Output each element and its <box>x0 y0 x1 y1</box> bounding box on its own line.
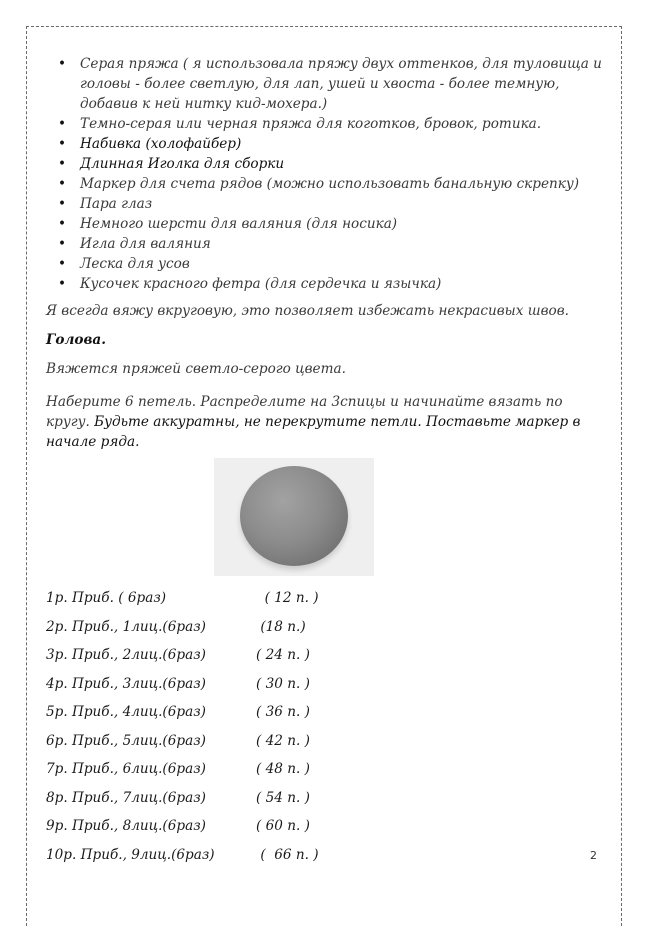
instructions-part-1: Наберите 6 петель. Распределите на 3спицы и начинайте вязать по кругу. <box>46 394 563 430</box>
bullet-icon: • <box>58 236 67 252</box>
row-instruction-text: 3р. Приб., 2лиц.(6раз) <box>46 647 206 663</box>
bullet-icon: • <box>58 216 67 232</box>
material-text: Набивка (холофайбер) <box>80 136 242 152</box>
row-instruction-text: 4р. Приб., 3лиц.(6раз) <box>46 675 206 692</box>
page-content <box>46 54 606 873</box>
stitch-count: ( 54 п. ) <box>256 789 310 806</box>
bullet-icon: • <box>58 136 67 152</box>
row-instruction-text: 5р. Приб., 4лиц.(6раз) <box>46 704 206 720</box>
knitted-ball-icon <box>240 466 348 566</box>
materials-list-item <box>58 234 606 254</box>
instructions-part-2: Будьте аккуратны, не перекрутите петли. Поставьте маркер в начале ряда. <box>46 414 581 450</box>
material-text: Немного шерсти для валяния (для носика) <box>80 216 398 232</box>
row-instruction <box>46 759 606 788</box>
materials-list-item <box>58 134 606 154</box>
row-instruction <box>46 674 606 703</box>
stitch-count: (18 п.) <box>256 618 306 635</box>
stitch-count: ( 36 п. ) <box>256 704 310 720</box>
row-instruction-text: 1р. Приб. ( 6раз) <box>46 590 167 606</box>
material-text: Серая пряжа ( я использовала пряжу двух оттенков, для туловища и головы - более светлую, для лап, ушей и хвоста - более темную, добавив к ней нитку кид-мохера.) <box>80 56 602 112</box>
row-instruction <box>46 816 606 845</box>
material-text: Темно-серая или черная пряжа для коготков, бровок, ротика. <box>80 116 542 132</box>
material-text: Маркер для счета рядов (можно использовать банальную скрепку) <box>80 176 580 192</box>
row-instruction <box>46 588 606 617</box>
material-text: Игла для валяния <box>80 236 211 252</box>
material-text: Длинная Иголка для сборки <box>80 156 285 172</box>
materials-list-item <box>58 194 606 214</box>
section-heading: Голова. <box>46 332 106 348</box>
bullet-icon: • <box>58 256 67 272</box>
material-text: Пара глаз <box>80 196 153 212</box>
intro-note: Я всегда вяжу вкруговую, это позволяет избежать некрасивых швов. <box>46 303 569 319</box>
materials-list <box>46 54 606 294</box>
material-text: Леска для усов <box>80 256 190 272</box>
row-instruction <box>46 645 606 674</box>
stitch-count: ( 24 п. ) <box>256 647 310 663</box>
materials-list-item <box>58 254 606 274</box>
row-instruction <box>46 617 606 646</box>
row-instruction-text: 6р. Приб., 5лиц.(6раз) <box>46 732 206 749</box>
cast-on-instructions <box>46 392 606 452</box>
bullet-icon: • <box>58 156 67 172</box>
material-text: Кусочек красного фетра (для сердечка и язычка) <box>80 276 442 292</box>
row-instruction <box>46 702 606 731</box>
stitch-count: ( 60 п. ) <box>256 818 310 834</box>
row-instruction-text: 7р. Приб., 6лиц.(6раз) <box>46 761 206 777</box>
row-instruction <box>46 788 606 817</box>
materials-list-item <box>58 54 606 114</box>
bullet-icon: • <box>58 196 67 212</box>
materials-list-item <box>58 114 606 134</box>
row-instruction-text: 10р. Приб., 9лиц.(6раз) <box>46 846 215 863</box>
materials-list-item <box>58 214 606 234</box>
stitch-count: ( 66 п. ) <box>256 846 319 863</box>
row-instruction <box>46 731 606 760</box>
materials-list-item <box>58 174 606 194</box>
bullet-icon: • <box>58 56 67 72</box>
bullet-icon: • <box>58 176 67 192</box>
knitted-ball-photo <box>214 458 374 576</box>
bullet-icon: • <box>58 276 67 292</box>
stitch-count: ( 30 п. ) <box>256 675 310 692</box>
materials-list-item <box>58 154 606 174</box>
stitch-count: ( 12 п. ) <box>256 590 319 606</box>
stitch-count: ( 48 п. ) <box>256 761 310 777</box>
yarn-note: Вяжется пряжей светло-серого цвета. <box>46 361 346 377</box>
page-number: 2 <box>590 849 597 862</box>
row-instructions <box>46 588 606 873</box>
materials-list-item <box>58 274 606 294</box>
stitch-count: ( 42 п. ) <box>256 732 310 749</box>
bullet-icon: • <box>58 116 67 132</box>
row-instruction-text: 2р. Приб., 1лиц.(6раз) <box>46 618 206 635</box>
row-instruction-text: 8р. Приб., 7лиц.(6раз) <box>46 789 206 806</box>
row-instruction-text: 9р. Приб., 8лиц.(6раз) <box>46 818 206 834</box>
